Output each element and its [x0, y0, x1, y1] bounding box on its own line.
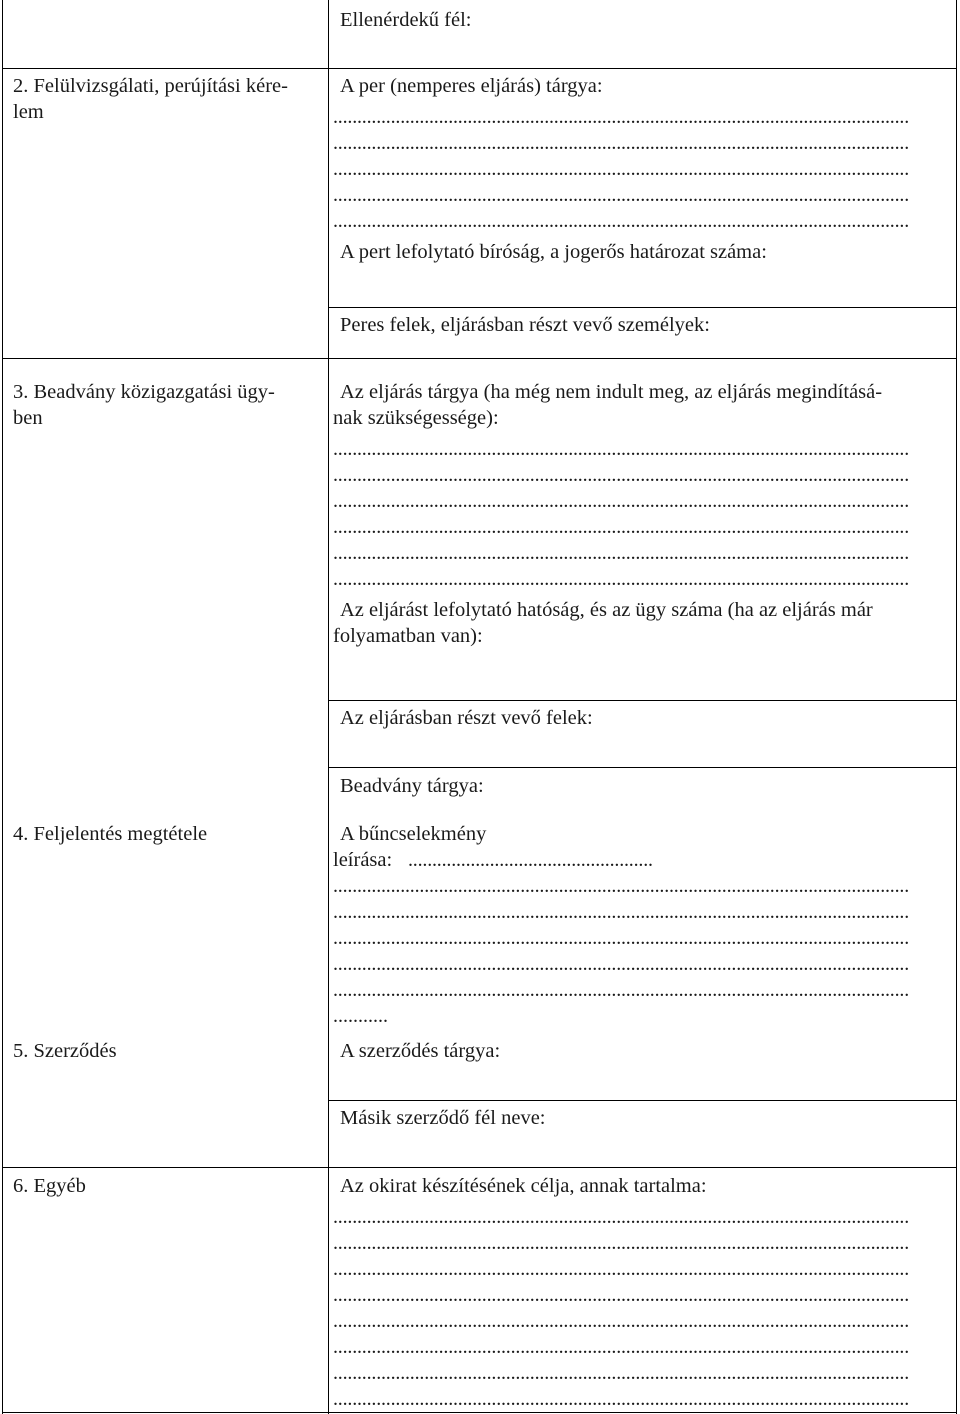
- table-border-left: [2, 0, 3, 1414]
- row2-court-label: A pert lefolytató bíróság, a jogerős határozat száma:: [340, 241, 767, 263]
- row2-title-line2: lem: [13, 101, 44, 123]
- dotted-fill-line: ........................................................................................................................: [333, 1284, 910, 1306]
- dotted-fill-line: ........................................................................................................................: [333, 927, 910, 949]
- cell-divider: [328, 767, 957, 768]
- row3-title-line1: 3. Beadvány közigazgatási ügy-: [13, 381, 275, 403]
- dotted-fill-line: ........................................................................................................................: [333, 516, 910, 538]
- row4-last-dots: ...........: [333, 1005, 388, 1027]
- dotted-fill-line: ........................................................................................................................: [333, 464, 910, 486]
- row6-title: 6. Egyéb: [13, 1175, 86, 1197]
- row5-subject-label: A szerződés tárgya:: [340, 1040, 501, 1062]
- row3-title-line2: ben: [13, 407, 43, 429]
- dotted-fill-line: ........................................................................................................................: [333, 542, 910, 564]
- dotted-fill-line: ........................................................................................................................: [333, 184, 910, 206]
- table-border-bottom: [2, 1412, 957, 1413]
- row4-crime-label-line1: A bűncselekmény: [340, 823, 487, 845]
- row2-subject-label: A per (nemperes eljárás) tárgya:: [340, 75, 603, 97]
- dotted-fill-line: ........................................................................................................................: [333, 1362, 910, 1384]
- dotted-fill-line: ........................................................................................................................: [333, 1388, 910, 1410]
- dotted-fill-line: ........................................................................................................................: [333, 210, 910, 232]
- table-column-divider: [328, 0, 329, 1414]
- row4-crime-label-line2: leírása:: [333, 849, 393, 871]
- row-divider: [2, 358, 957, 359]
- dotted-fill-line: ........................................................................................................................: [333, 1206, 910, 1228]
- dotted-fill-line: ........................................................................................................................: [333, 132, 910, 154]
- dotted-fill-line: ........................................................................................................................: [333, 568, 910, 590]
- row3-subject-label-line1: Az eljárás tárgya (ha még nem indult meg, az eljárás megindításá-: [340, 381, 883, 403]
- row-divider: [2, 1167, 957, 1168]
- row3-parties-label: Az eljárásban részt vevő felek:: [340, 707, 593, 729]
- row6-purpose-label: Az okirat készítésének célja, annak tartalma:: [340, 1175, 707, 1197]
- dotted-fill-line: ........................................................................................................................: [333, 158, 910, 180]
- row3-subject-label-line2: nak szükségessége):: [333, 407, 499, 429]
- dotted-fill-line: ........................................................................................................................: [333, 438, 910, 460]
- dotted-fill-line: ........................................................................................................................: [333, 1232, 910, 1254]
- dotted-fill-line: ........................................................................................................................: [333, 1258, 910, 1280]
- dotted-fill-line: ........................................................................................................................: [333, 979, 910, 1001]
- row3-submission-label: Beadvány tárgya:: [340, 775, 484, 797]
- row3-authority-label-line1: Az eljárást lefolytató hatóság, és az ügy száma (ha az eljárás már: [340, 599, 873, 621]
- row4-crime-dots: ...................................................: [408, 849, 653, 871]
- dotted-fill-line: ........................................................................................................................: [333, 1336, 910, 1358]
- dotted-fill-line: ........................................................................................................................: [333, 953, 910, 975]
- row5-title: 5. Szerződés: [13, 1040, 117, 1062]
- table-border-right: [956, 0, 957, 1414]
- cell-divider: [328, 700, 957, 701]
- cell-divider: [328, 307, 957, 308]
- row3-authority-label-line2: folyamatban van):: [333, 625, 483, 647]
- cell-divider: [328, 1100, 957, 1101]
- dotted-fill-line: ........................................................................................................................: [333, 901, 910, 923]
- row-divider: [2, 68, 957, 69]
- dotted-fill-line: ........................................................................................................................: [333, 490, 910, 512]
- dotted-fill-line: ........................................................................................................................: [333, 1310, 910, 1332]
- row2-parties-label: Peres felek, eljárásban részt vevő személyek:: [340, 314, 710, 336]
- row5-other-party-label: Másik szerződő fél neve:: [340, 1107, 546, 1129]
- opposing-party-label: Ellenérdekű fél:: [340, 9, 472, 31]
- dotted-fill-line: ........................................................................................................................: [333, 106, 910, 128]
- dotted-fill-line: ........................................................................................................................: [333, 875, 910, 897]
- row4-title: 4. Feljelentés megtétele: [13, 823, 208, 845]
- row2-title-line1: 2. Felülvizsgálati, perújítási kére-: [13, 75, 288, 97]
